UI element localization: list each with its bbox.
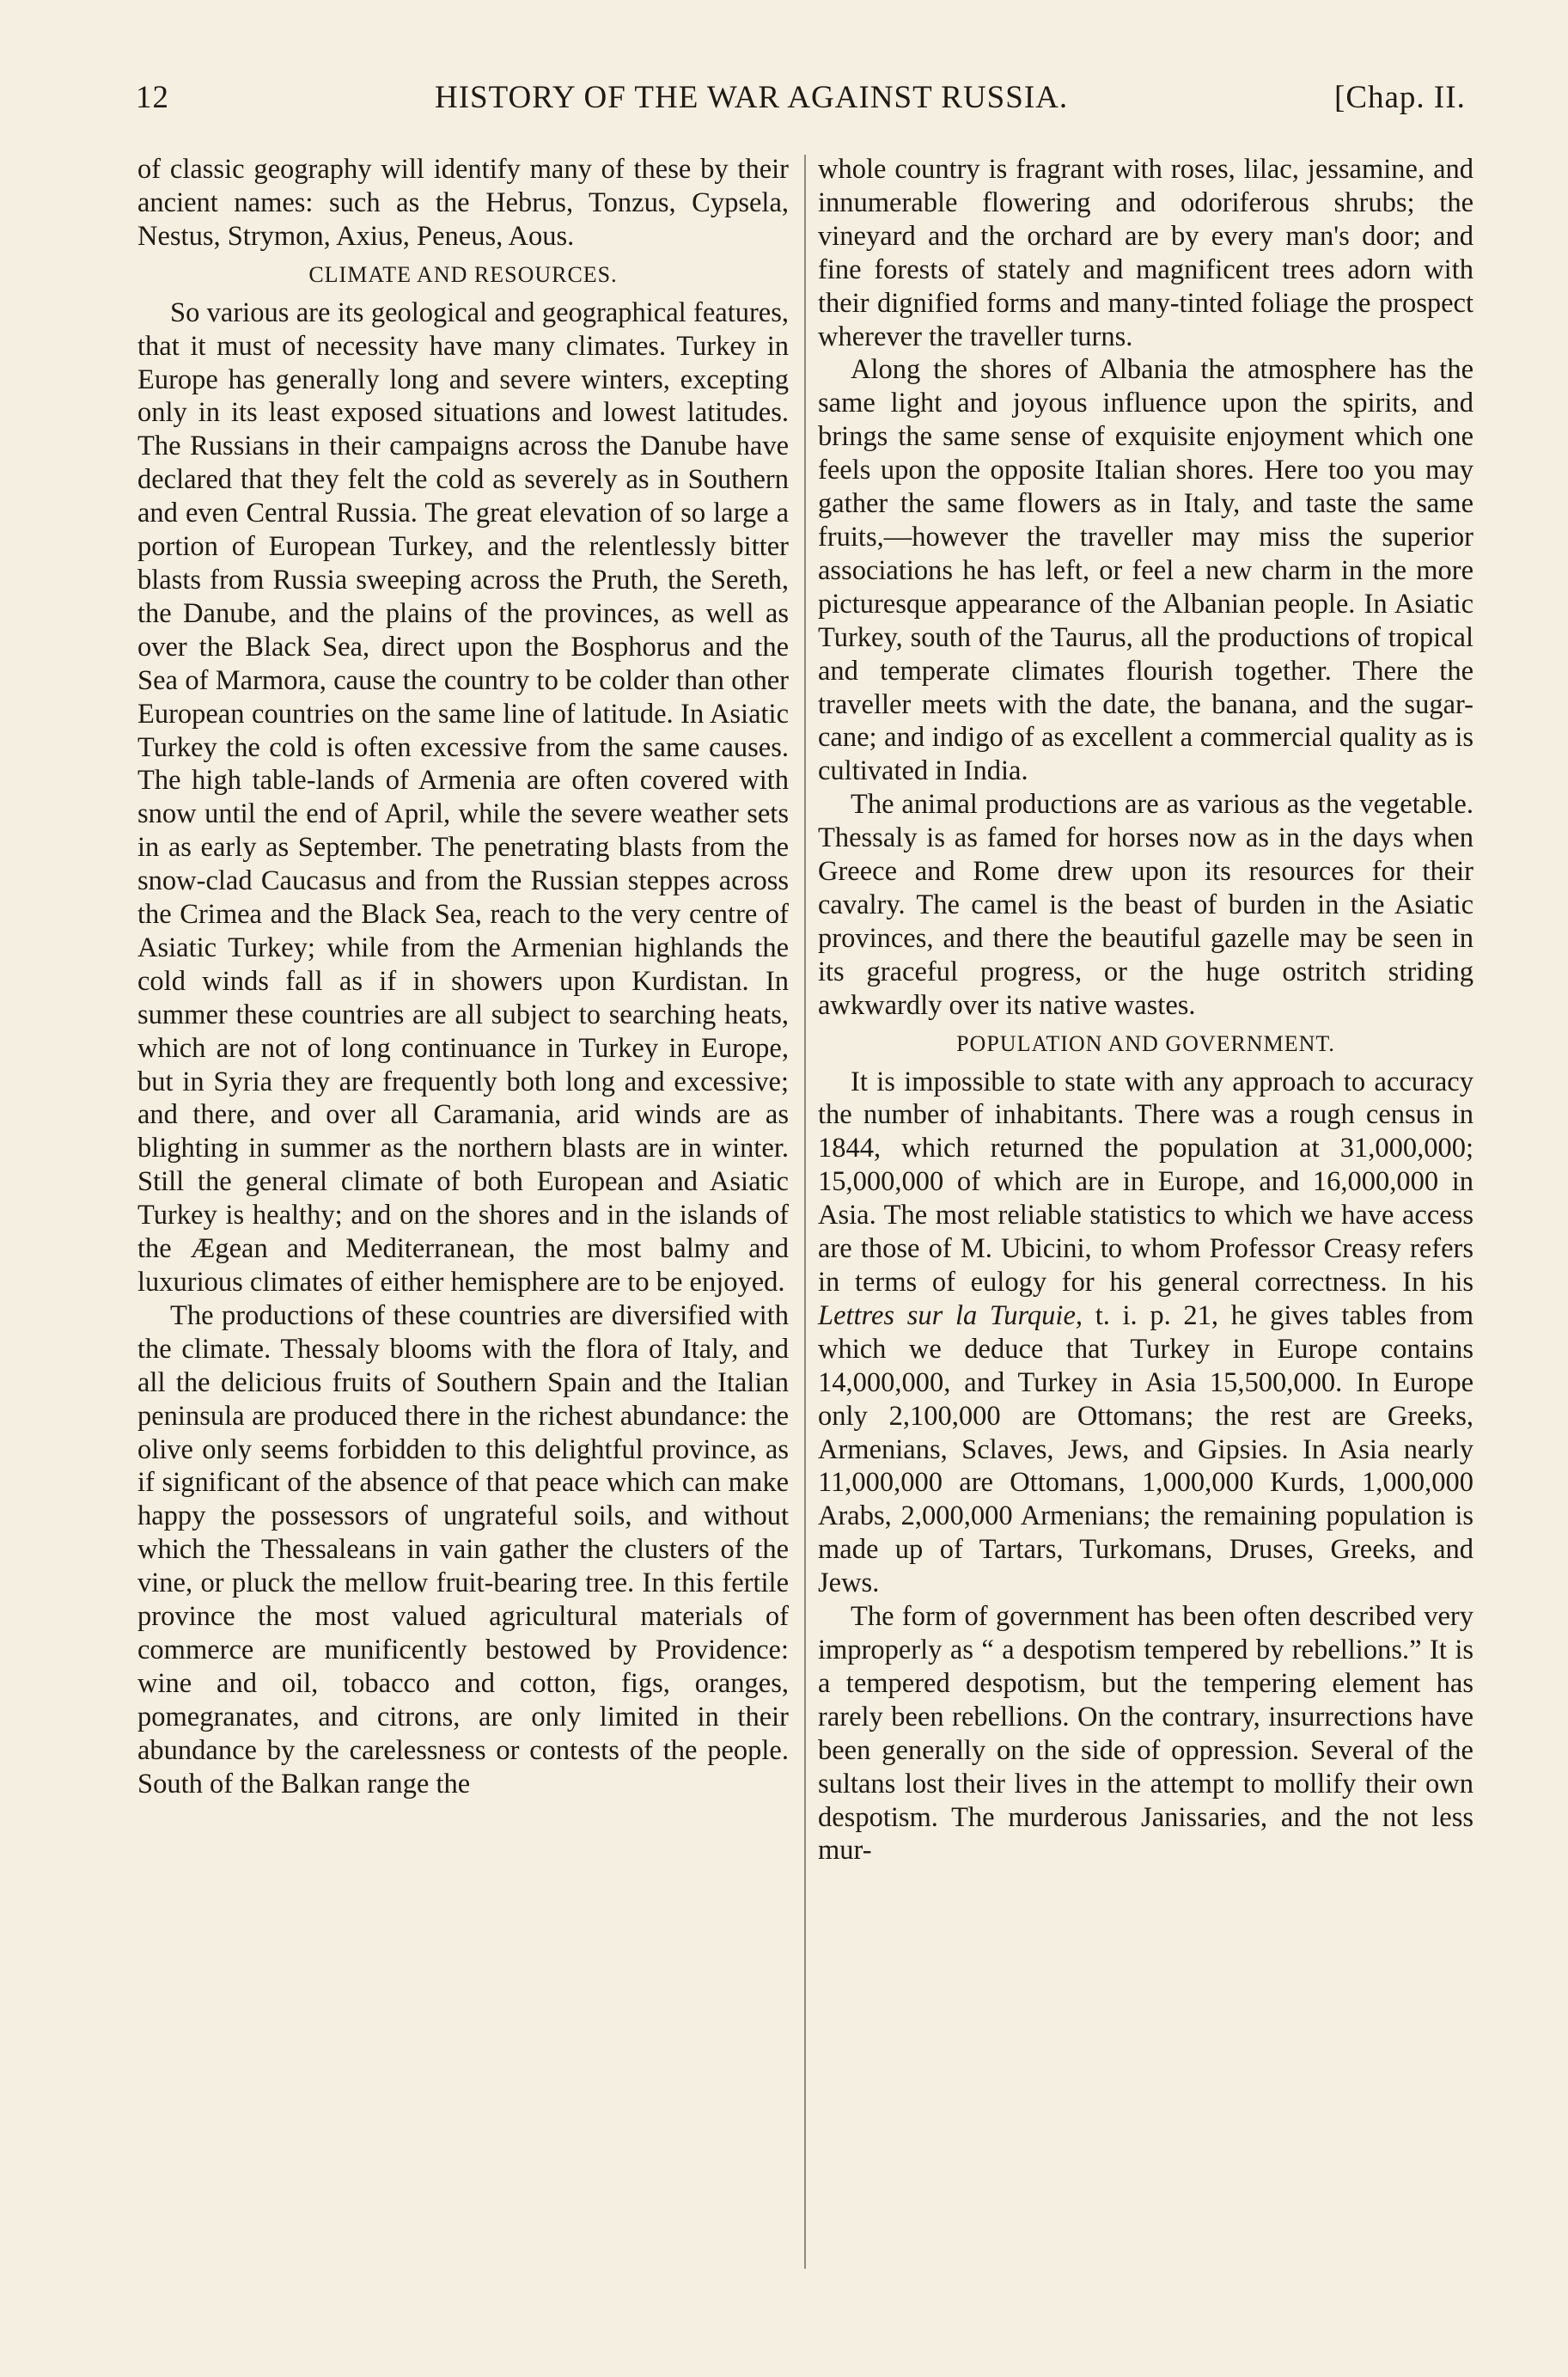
population-text-a: It is impossible to state with any approach to accuracy the number of inhabitants. There was a rough census in 1844, which returned the population at 31,000,000; 15,000,000 of which are in Europe, and 16,000,000 in Asia. The most reliable statistics to which we have access are those of M. Ubicini, to whom Professor Creasy refers in terms of eulogy for his general correctness. In his: [818, 1066, 1473, 1298]
right-column: [818, 153, 1473, 1867]
paragraph-productions: The productions of these countries are diversified with the climate. Thessaly blooms with the flora of Italy, and all the delicious fruits of Southern Spain and the Italian peninsula are produced there in the richest abundance: the olive only seems forbidden to this delightful province, as if significant of the absence of that peace which can make happy the possessors of ungrateful soils, and without which the Thessaleans in vain gather the clusters of the vine, or pluck the mellow fruit-bearing tree. In this fertile province the most valued agricultural materials of commerce are munificently bestowed by Providence: wine and oil, tobacco and cotton, figs, oranges, pomegranates, and citrons, are only limited in their abundance by the carelessness or contests of the people. South of the Balkan range the: [137, 1299, 789, 1800]
paragraph-population: [818, 1066, 1473, 1601]
book-title-italic: Lettres sur la Turquie,: [818, 1299, 1083, 1331]
running-head: [0, 79, 1568, 131]
paragraph-animals: The animal productions are as various as the vegetable. Thessaly is as famed for horses now as in the days when Greece and Rome drew upon its resources for their cavalry. The camel is the beast of burden in the Asiatic provinces, and there the beautiful gazelle may be seen in its graceful progress, or the huge ostritch striding awkwardly over its native wastes.: [818, 789, 1473, 1021]
paragraph-government: The form of government has been often described very improperly as “ a despotism tempered by rebellions.” It is a tempered despotism, but the tempering element has rarely been rebellions. On the contrary, insurrections have been generally on the side of oppression. Several of the sultans lost their lives in the attempt to mollify their own despotism. The murderous Janissaries, and the not less mur-: [818, 1601, 1473, 1867]
section-heading-climate: CLIMATE AND RESOURCES.: [308, 261, 618, 287]
paragraph-climate: So various are its geological and geographical features, that it must of necessity have many climates. Turkey in Europe has generally long and severe winters, excepting only in its least exposed situations and lowest latitudes. The Russians in their campaigns across the Danube have declared that they felt the cold as severely as in Southern and even Central Russia. The great elevation of so large a portion of European Turkey, and the relentlessly bitter blasts from Russia sweeping across the Pruth, the Sereth, the Danube, and the plains of the provinces, as well as over the Black Sea, direct upon the Bosphorus and the Sea of Marmora, cause the country to be colder than other European countries on the same line of latitude. In Asiatic Turkey the cold is often excessive from the same causes. The high table-lands of Armenia are often covered with snow until the end of April, while the severe weather sets in as early as September. The penetrating blasts from the snow-clad Caucasus and from the Russian steppes across the Crimea and the Black Sea, reach to the very centre of Asiatic Turkey; while from the Armenian highlands the cold winds fall as if in showers upon Kurdistan. In summer these countries are all subject to searching heats, which are not of long continuance in Turkey in Europe, but in Syria they are frequently both long and excessive; and there, and over all Caramania, arid winds are as blighting in summer as the northern blasts are in winter. Still the general climate of both European and Asiatic Turkey is healthy; and on the shores and in the islands of the Ægean and Mediterranean, the most balmy and luxurious climates of either hemisphere are to be enjoyed.: [137, 296, 789, 1298]
paragraph-continuation: whole country is fragrant with roses, lilac, jessamine, and innumerable flowering and odoriferous shrubs; the vineyard and the orchard are by every man's door; and fine forests of stately and magnificent trees adorn with their dignified forms and many-tinted foliage the prospect wherever the traveller turns.: [818, 154, 1473, 352]
chapter-label: [Chap. II.: [1334, 80, 1466, 115]
population-text-b: t. i. p. 21, he gives tables from which we deduce that Turkey in Europe contains 14,000,000, and Turkey in Asia 15,500,000. In Europe only 2,100,000 are Ottomans; the rest are Greeks, Armenians, Sclaves, Jews, and Gipsies. In Asia nearly 11,000,000 are Ottomans, 1,000,000 Kurds, 1,000,000 Arabs, 2,000,000 Armenians; the remaining population is made up of Tartars, Turkomans, Druses, Greeks, and Jews.: [818, 1299, 1474, 1599]
section-heading-population: POPULATION AND GOVERNMENT.: [956, 1030, 1335, 1056]
column-divider: [804, 155, 806, 2269]
paragraph-albania: Along the shores of Albania the atmosphere has the same light and joyous influence upon the spirits, and brings the same sense of exquisite enjoyment which one feels upon the opposite Italian shores. Here too you may gather the same flowers as in Italy, and taste the same fruits,—however the traveller may miss the superior associations he has left, or feel a new charm in the more picturesque appearance of the Albanian people. In Asiatic Turkey, south of the Taurus, all the productions of tropical and temperate climates flourish together. There the traveller meets with the date, the banana, and the sugar-cane; and indigo of as excellent a commercial quality as is cultivated in India.: [818, 354, 1473, 787]
left-column: [137, 153, 789, 1801]
running-title: HISTORY OF THE WAR AGAINST RUSSIA.: [435, 80, 1069, 115]
paragraph-continuation: of classic geography will identify many of these by their ancient names: such as the Hebrus, Tonzus, Cypsela, Nestus, Strymon, Axius, Peneus, Aous.: [137, 154, 789, 252]
page-number: 12: [136, 80, 169, 115]
